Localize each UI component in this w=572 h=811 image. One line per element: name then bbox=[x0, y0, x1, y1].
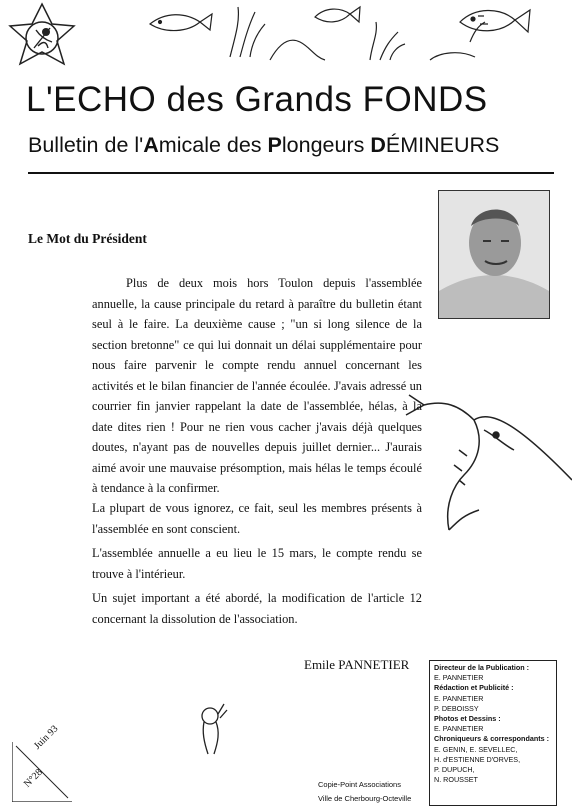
article-title: Le Mot du Président bbox=[28, 231, 147, 246]
credits-name: H. d'ESTIENNE D'ORVES, bbox=[434, 754, 521, 764]
credits-role: Photos et Dessins : bbox=[434, 714, 501, 724]
credits-name: P. DUPUCH, bbox=[434, 765, 475, 775]
credits-role: Rédaction et Publicité : bbox=[434, 683, 514, 693]
printer-credit: Copie-Point Associations Ville de Cherbourg-Octeville bbox=[318, 780, 412, 803]
credits-box bbox=[429, 660, 557, 806]
newsletter-subtitle: Bulletin de l'Amicale des Plongeurs DÉMINEURS bbox=[28, 133, 500, 157]
credits-name: N. ROUSSET bbox=[434, 775, 478, 785]
credits-name: E. GENIN, E. SEVELLEC, bbox=[434, 744, 518, 754]
credits-role: Chroniqueurs & correspondants : bbox=[434, 734, 550, 744]
credits-name: E. PANNETIER bbox=[434, 724, 484, 734]
credits-name: E. PANNETIER bbox=[434, 693, 484, 703]
issue-date: Juin 93 bbox=[32, 723, 61, 752]
credits-role: Directeur de la Publication : bbox=[434, 663, 530, 672]
diver-emblem-icon bbox=[6, 2, 78, 74]
credits-name: P. DEBOISSY bbox=[434, 703, 479, 713]
sea-life-drawing-icon bbox=[140, 2, 570, 72]
issue-number: N°28 bbox=[22, 766, 45, 790]
article-paragraph: Plus de deux mois hors Toulon depuis l'assemblée annuelle, la cause principale du retard à paraître du bulletin étant seul à le faire. La deuxième cause ; "un si long silence de la section bretonne" ce qui lui donnait un délai supplémentaire pour nous faire parvenir le compte rendu annuel concernant les activités et le bilan financier de l'année écoulée. J'avais adressé un courrier fin janvier rappelant la date de l'assemblée, hélas, à la date dites rien ! Pour ne rien vous cacher j'avais déjà quelques doutes, n'ayant pas de nouvelles depuis juillet dernier... J'aurais aimé avoir une mauvaise présomption, mais hélas le temps écoulé à tendance à la confirmer. bbox=[92, 276, 422, 495]
newsletter-title: L'ECHO des Grands FONDS bbox=[26, 80, 488, 119]
article-paragraph: La plupart de vous ignorez, ce fait, seul les membres présents à l'assemblée en sont conscient. bbox=[92, 501, 422, 536]
header-rule bbox=[28, 172, 554, 174]
president-photo bbox=[438, 190, 550, 319]
signature: Emile PANNETIER bbox=[304, 657, 410, 672]
article-paragraph: Un sujet important a été abordé, la modification de l'article 12 concernant la dissolution de l'association. bbox=[92, 591, 422, 626]
article-paragraph: L'assemblée annuelle a eu lieu le 15 mars, le compte rendu se trouve à l'intérieur. bbox=[92, 546, 422, 581]
swordfish-drawing-icon bbox=[404, 380, 572, 540]
credits-name: E. PANNETIER bbox=[434, 673, 484, 683]
diver-ok-hand-icon bbox=[196, 702, 228, 758]
